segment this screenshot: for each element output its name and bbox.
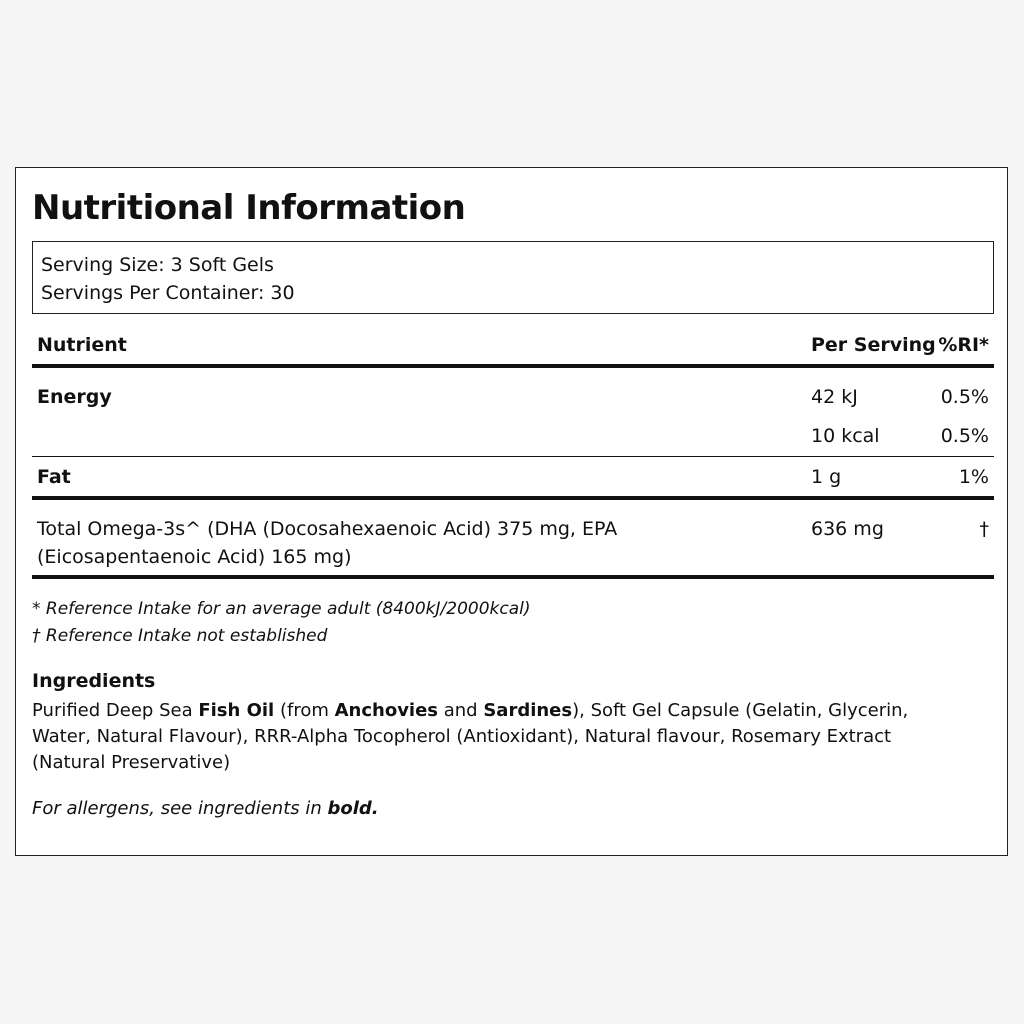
ri-value: 0.5% — [940, 425, 989, 447]
ingredient-text: (from — [274, 700, 335, 721]
ingredient-text: Purified Deep Sea — [32, 700, 199, 721]
footnote-not-established: † Reference Intake not established — [32, 626, 328, 646]
ingredients-text — [32, 698, 952, 776]
serving-size: Serving Size: 3 Soft Gels — [41, 254, 274, 276]
nutrient-name: Fat — [37, 466, 71, 488]
ri-value: 0.5% — [940, 386, 989, 408]
footnote-reference-intake: * Reference Intake for an average adult (8400kJ/2000kcal) — [32, 599, 531, 619]
per-serving-value: 636 mg — [811, 518, 884, 540]
allergen-note — [32, 796, 379, 822]
per-serving-value: 42 kJ — [811, 386, 858, 408]
ingredient-text: and — [438, 700, 484, 721]
table-bottom-divider — [32, 575, 994, 579]
page-title: Nutritional Information — [32, 188, 466, 228]
nutrient-name: Total Omega-3s^ (DHA (Docosahexaenoic Acid) 375 mg, EPA (Eicosapentaenoic Acid) 165 mg) — [37, 518, 618, 568]
row-divider — [32, 496, 994, 500]
nutrient-name: Energy — [37, 386, 112, 408]
header-per-serving: Per Serving — [811, 334, 936, 356]
row-divider — [32, 456, 994, 457]
table-header-row — [32, 331, 994, 359]
allergen-ingredient: Sardines — [483, 700, 573, 721]
ri-value: 1% — [958, 466, 989, 488]
servings-per-container: Servings Per Container: 30 — [41, 282, 295, 304]
serving-info-box — [32, 241, 994, 314]
header-divider — [32, 364, 994, 368]
allergen-note-emphasis: bold. — [327, 798, 379, 819]
table-row — [32, 422, 994, 450]
table-row — [32, 463, 994, 491]
ingredients-heading: Ingredients — [32, 670, 156, 692]
ingredient-text: ), Soft Gel Capsule (Gelatin, Glycerin, Water, Natural Flavour), RRR-Alpha Tocopherol (Antioxidant), Natural flavour, Rosemary Extract (Natural Preservative) — [32, 700, 909, 773]
header-ri: %RI* — [938, 334, 989, 356]
allergen-ingredient: Anchovies — [334, 700, 439, 721]
table-row — [32, 383, 994, 411]
allergen-ingredient: Fish Oil — [198, 700, 275, 721]
ri-value: † — [979, 518, 989, 540]
header-nutrient: Nutrient — [37, 334, 127, 356]
nutrition-panel — [15, 167, 1008, 856]
allergen-note-text: For allergens, see ingredients in — [32, 798, 328, 819]
table-row — [32, 515, 994, 543]
per-serving-value: 1 g — [811, 466, 842, 488]
per-serving-value: 10 kcal — [811, 425, 880, 447]
